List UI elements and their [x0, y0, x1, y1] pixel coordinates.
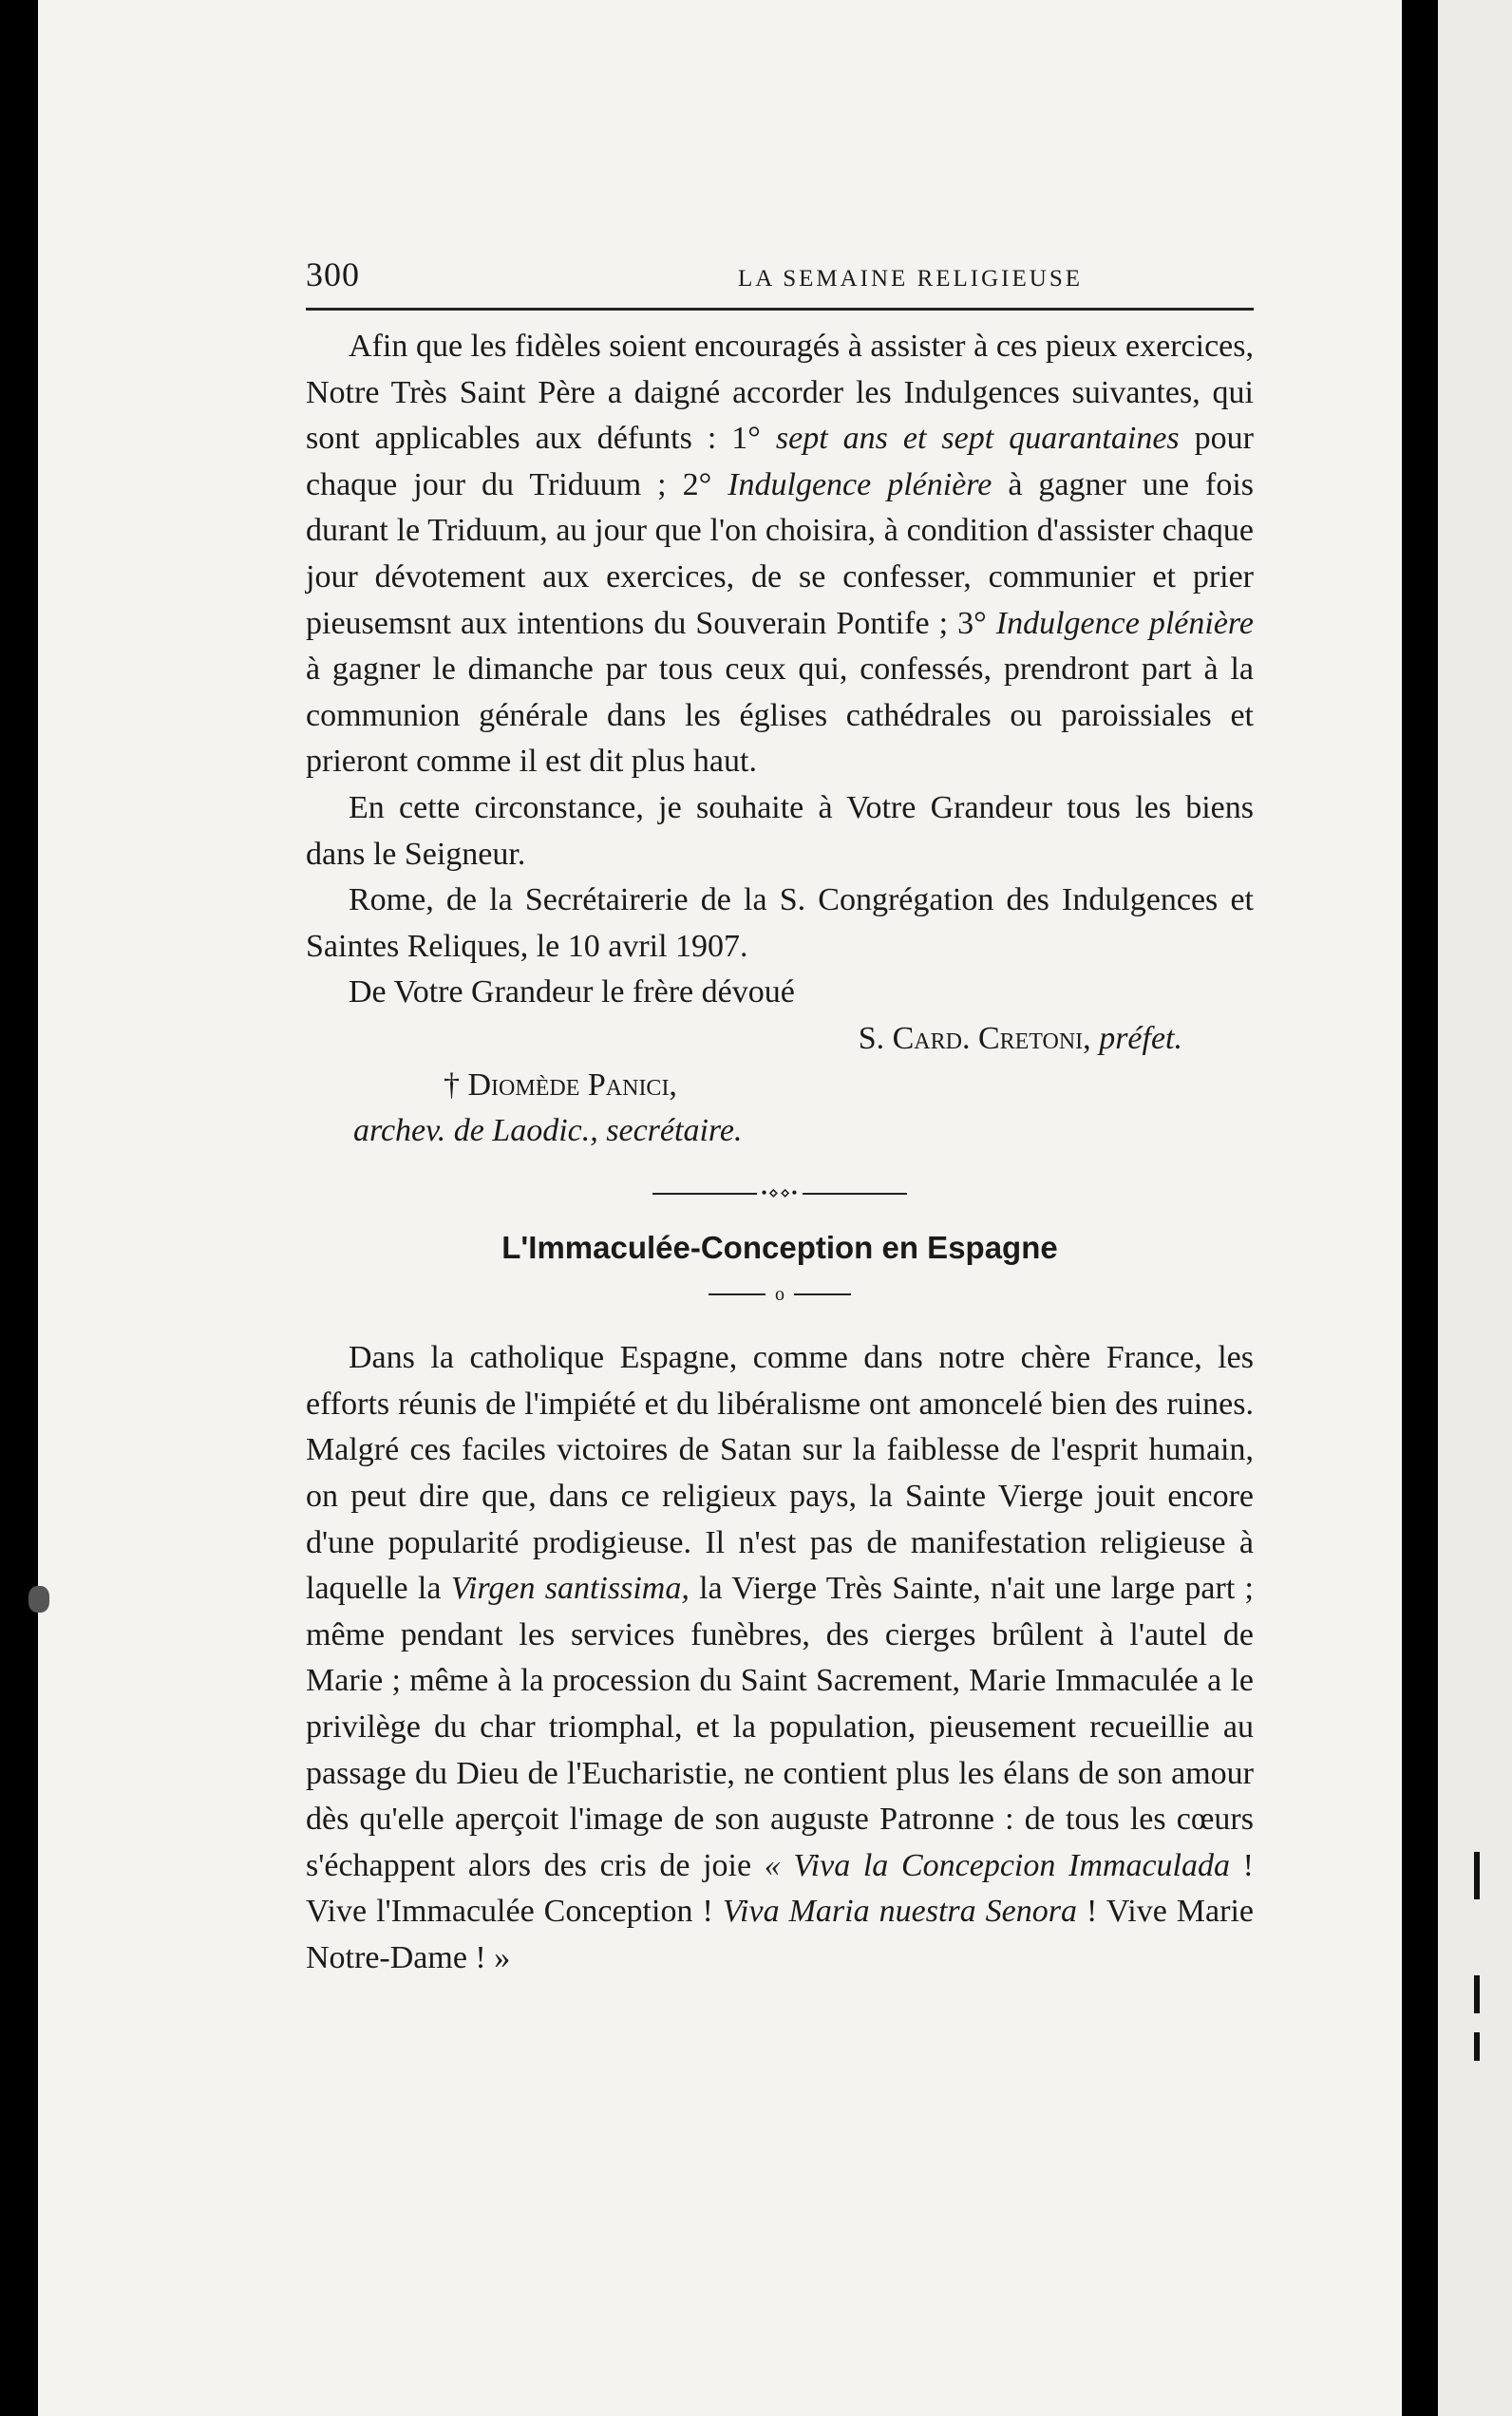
text-run: à gagner le dimanche par tous ceux qui, confessés, prendront part à la communion générale dans les églises cathédrales ou paroissiales et prieront comme il est dit plus haut.: [306, 651, 1254, 780]
letter-body: [306, 324, 1254, 1982]
title-separator: [306, 1280, 1254, 1309]
italic-run: Indulgence plénière: [728, 466, 992, 502]
page-number: 300: [306, 255, 360, 293]
scan-speck: [28, 1586, 49, 1613]
wishes-paragraph: En cette circonstance, je souhaite à Votre Grandeur tous les biens dans le Seigneur.: [306, 789, 1254, 872]
page-content: [306, 255, 1254, 1982]
signatory-name: S. Card. Cretoni,: [858, 1020, 1091, 1056]
text-run: Dans la catholique Espagne, comme dans notre chère France, les efforts réunis de l'impiété et du libéralisme ont amoncelé bien des ruines. Malgré ces faciles victoires de Satan sur la faiblesse de l'esprit humain, on peut dire que, dans ce religieux pays, la Sainte Vierge jouit encore d'une popularité prodigieuse. Il n'est pas de manifestation religieuse à laquelle la: [306, 1340, 1254, 1607]
separator-glyph: o: [775, 1283, 784, 1305]
rule: [794, 1293, 851, 1295]
italic-run: sept ans et sept quarantaines: [775, 421, 1180, 457]
signatory-title: préfet.: [1090, 1020, 1182, 1056]
text-run: ! Vive l'Immaculée Conception !: [306, 1847, 1255, 1930]
indulgences-paragraph: [306, 324, 1254, 785]
italic-run: « Viva la Concepcion Immaculada: [764, 1847, 1231, 1883]
italic-run: Viva Maria nuestra Senora: [722, 1894, 1077, 1930]
signatory-name: † Diomède Panici,: [444, 1066, 677, 1103]
adjacent-page-edge: [1421, 0, 1512, 2416]
text-run: ! Vive Marie Notre-Dame ! »: [306, 1894, 1254, 1975]
secretary-title: archev. de Laodic., secrétaire.: [353, 1113, 743, 1149]
section-title: L'Immaculée-Conception en Espagne: [501, 1229, 1058, 1265]
rule: [709, 1293, 765, 1295]
edge-mark: [1474, 1852, 1480, 1899]
running-head: LA SEMAINE RELIGIEUSE: [738, 266, 1083, 292]
italic-run: Virgen santissima,: [450, 1571, 690, 1607]
article-paragraph: [306, 1335, 1254, 1981]
rule: [803, 1193, 907, 1195]
page-header: [306, 255, 1254, 311]
rule: [652, 1193, 757, 1195]
text-run: à gagner une fois durant le Triduum, au jour que l'on choisira, à condition d'assister chaque jour dévotement aux exercices, de se confesser, communier et prier pieusemsnt aux intentions du Souverain Pontife ; 3°: [306, 466, 1254, 641]
section-ornament: [306, 1180, 1254, 1208]
text-run: la Vierge Très Sainte, n'ait une large part ; même pendant les services funèbres, des cierges brûlent à l'autel de Marie ; même à la procession du Saint Sacrement, Marie Immaculée a le privilège du char triomphal, et la population, pieusement recueillie au passage du Dieu de l'Eucharistie, ne contient plus les élans de son amour dès qu'elle aperçoit l'image de son auguste Patronne : de tous les cœurs s'échappent alors des cris de joie: [306, 1571, 1254, 1883]
gutter-shadow: [1421, 0, 1438, 2416]
dateline-paragraph: Rome, de la Secrétairerie de la S. Congrégation des Indulgences et Saintes Reliques, le 10 avril 1907.: [306, 882, 1254, 964]
italic-run: Indulgence plénière: [995, 605, 1254, 641]
edge-mark: [1474, 1975, 1480, 2013]
edge-mark: [1474, 2032, 1480, 2061]
ornament-glyph: •⋄⋄•: [761, 1183, 799, 1203]
text-run: Afin que les fidèles soient encouragés à assister à ces pieux exercices, Notre Très Saint Père a daigné accorder les Indulgences suivantes, qui sont applicables aux défunts : 1°: [306, 329, 1254, 457]
signature-secretary: [306, 1063, 1254, 1109]
closing-line: De Votre Grandeur le frère dévoué: [349, 974, 795, 1010]
signature-prefect: [306, 1016, 1254, 1063]
text-run: pour chaque jour du Triduum ; 2°: [306, 421, 1254, 502]
